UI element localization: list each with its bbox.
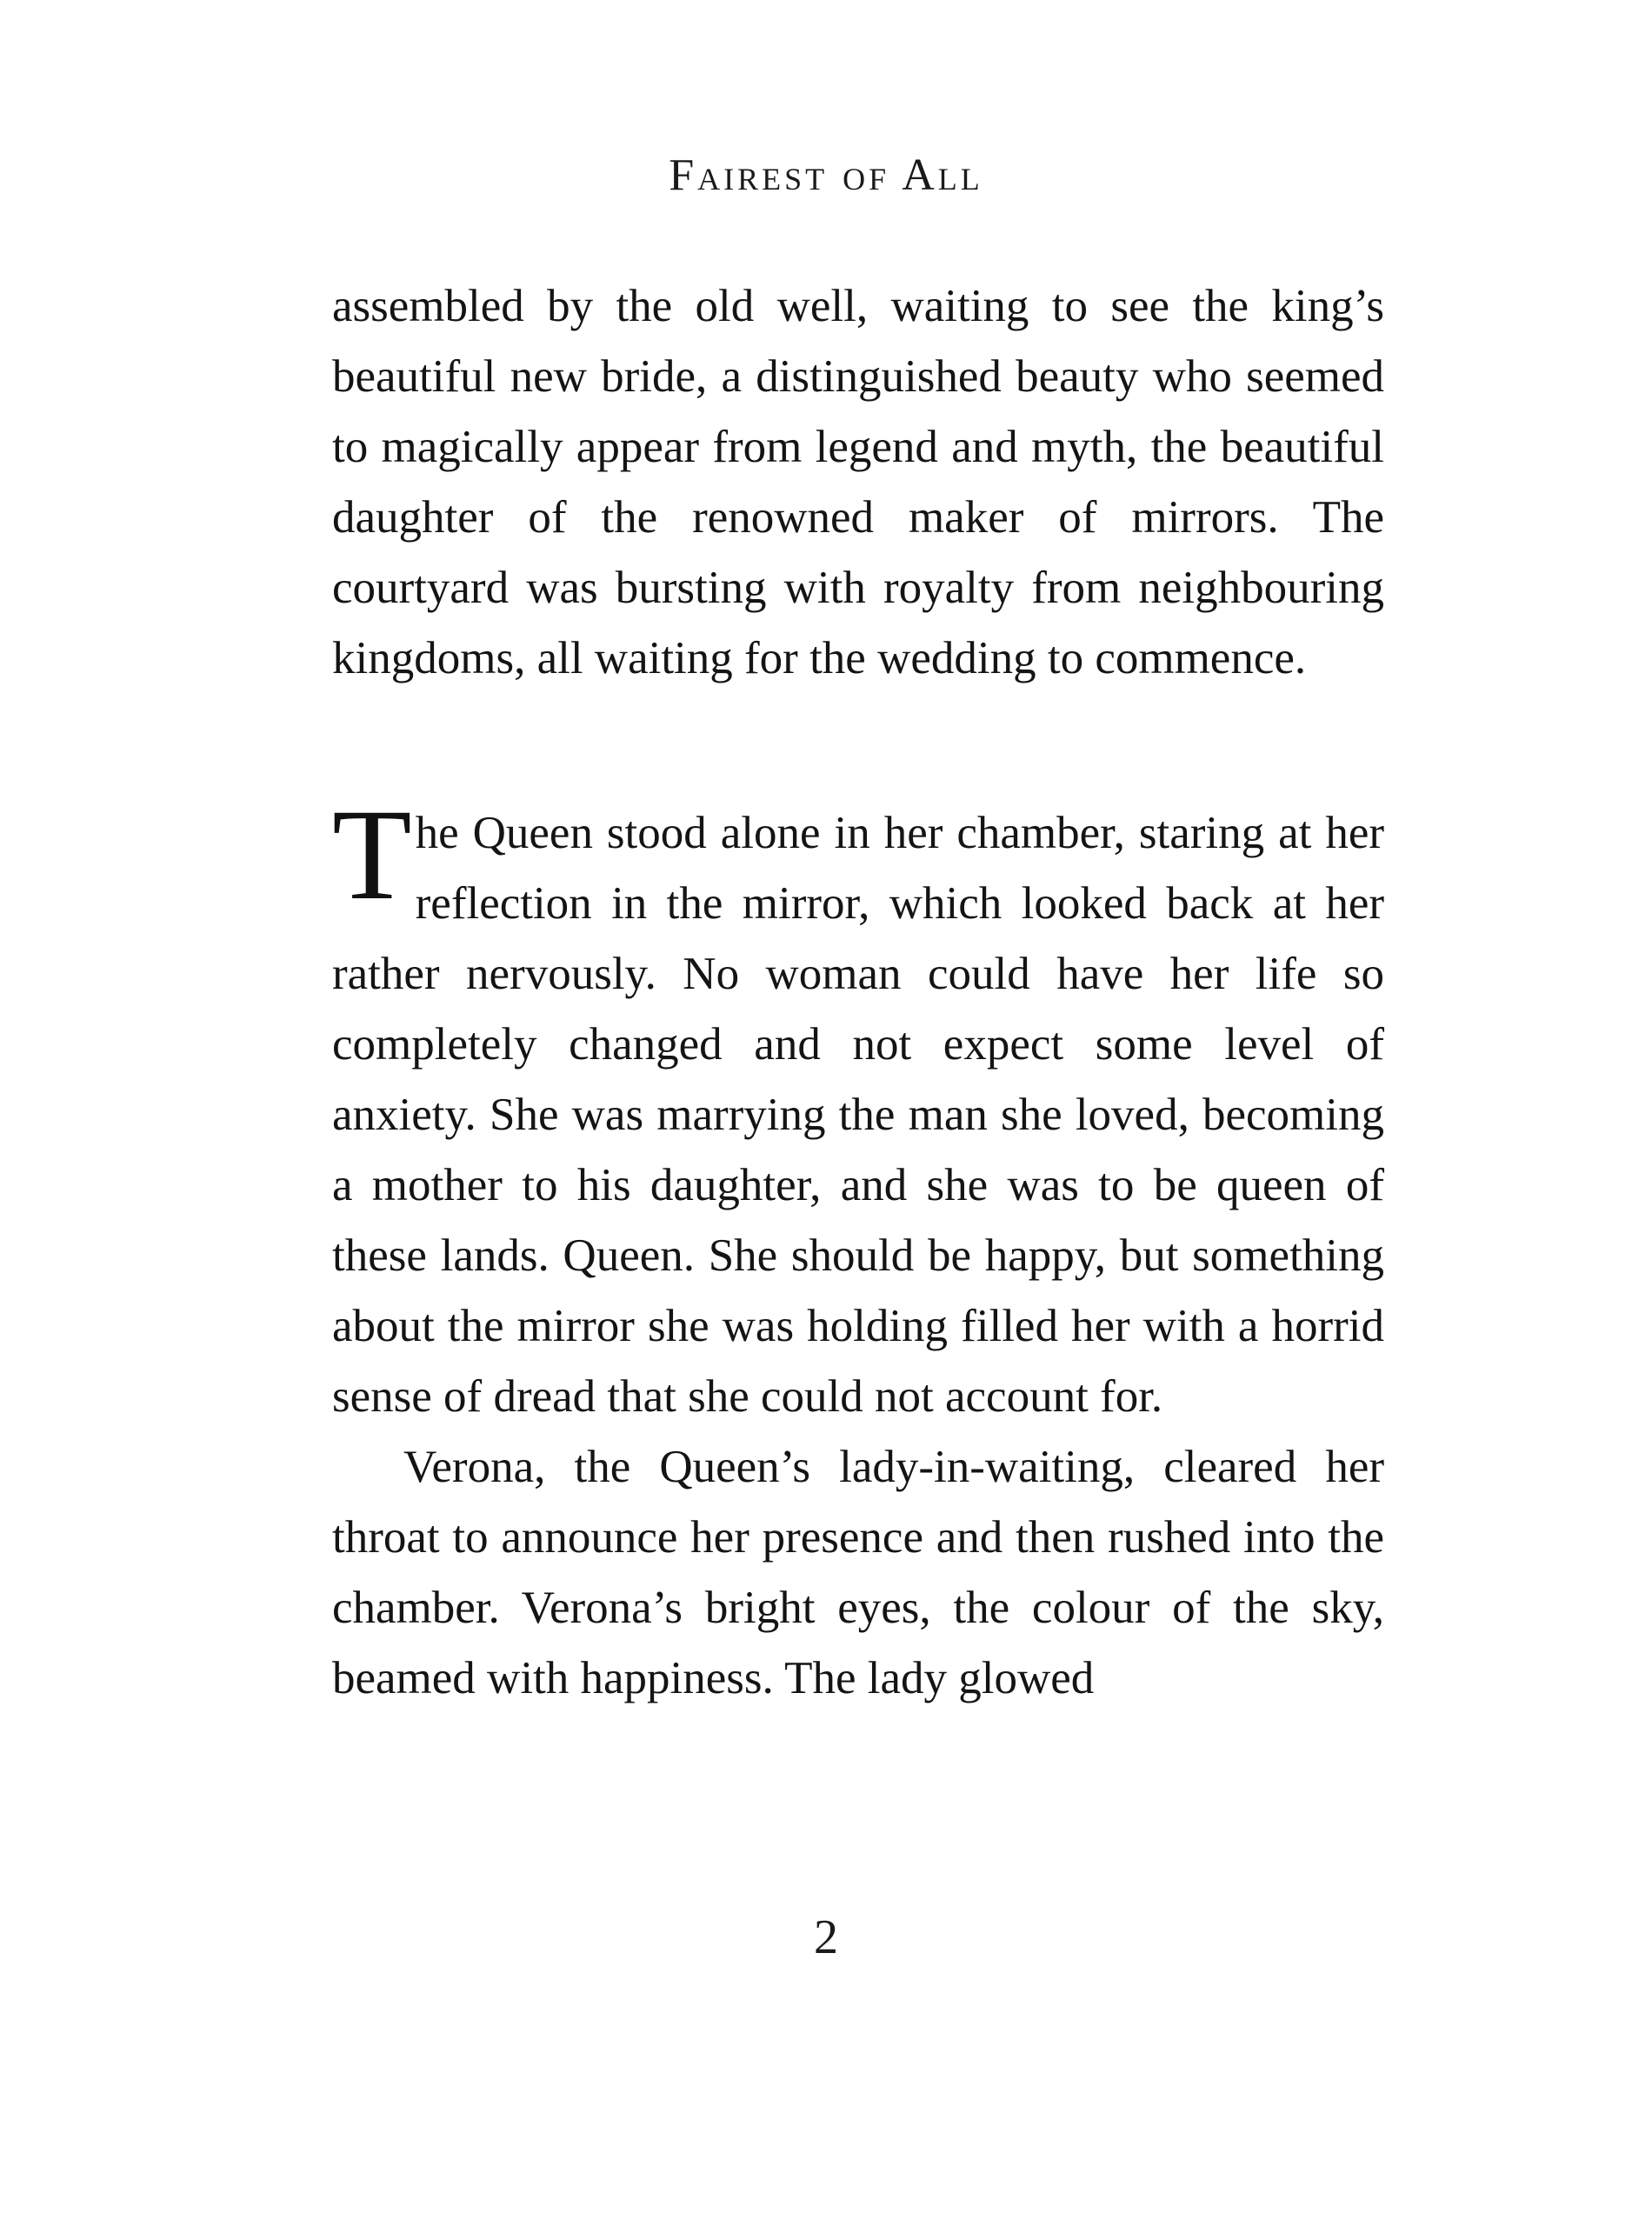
section-first-paragraph [332,783,1384,1432]
page-number: 2 [814,1910,838,1964]
section-text-block [332,783,1384,1714]
paragraph-continued: assembled by the old well, waiting to see the king’s beautiful new bride, a distinguished beauty who seemed to magically appear from legend and myth, the beautiful daughter of the renowned maker of mirrors. The courtyard was bursting with royalty from neighbouring kingdoms, all waiting for the wedding to commence. [332,281,1384,683]
drop-cap: T [332,783,412,927]
section-second-paragraph: Verona, the Queen’s lady-in-waiting, cleared her throat to announce her presence and then rushed into the chamber. Verona’s bright eyes, the colour of the sky, beamed with happiness. The lady glowed [332,1442,1384,1703]
running-head: Fairest of All [669,150,983,200]
opening-text-block [332,271,1384,694]
section-first-paragraph-text: he Queen stood alone in her chamber, staring at her reflection in the mirror, which looked back at her rather nervously. No woman could have her life so completely changed and not expect some level of anxiety. She was marrying the man she loved, becoming a mother to his daughter, and she was to be queen of these lands. Queen. She should be happy, but something about the mirror she was holding filled her with a horrid sense of dread that she could not account for. [332,808,1384,1422]
